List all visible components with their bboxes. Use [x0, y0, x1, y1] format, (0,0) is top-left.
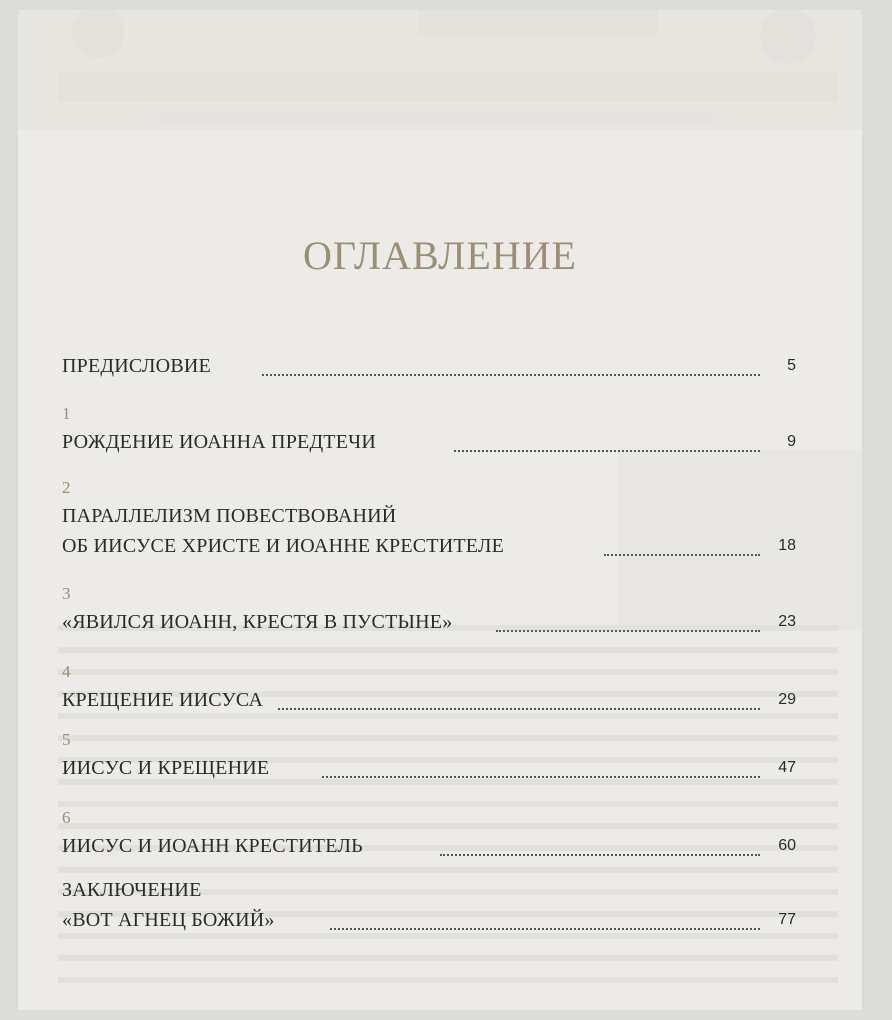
page-number: 29 [778, 691, 796, 708]
page-number: 60 [778, 837, 796, 854]
chapter-number: 3 [62, 584, 71, 603]
dot-leader [454, 450, 760, 452]
dot-leader [604, 554, 760, 556]
dot-leader [262, 374, 760, 376]
entry-title-line-1: ЗАКЛЮЧЕНИЕ [62, 879, 202, 901]
page-number: 18 [778, 537, 796, 554]
page-number: 23 [778, 613, 796, 630]
entry-title: ИИСУС И ИОАНН КРЕСТИТЕЛЬ [62, 835, 363, 857]
page-number: 77 [778, 911, 796, 928]
toc-entry-chapter-2[interactable] [62, 476, 802, 568]
page-title: ОГЛАВЛЕНИЕ [303, 233, 577, 278]
toc-entry-chapter-4[interactable] [62, 660, 802, 720]
entry-title-line-1: ПАРАЛЛЕЛИЗМ ПОВЕСТВОВАНИЙ [62, 505, 397, 527]
chapter-number: 1 [62, 404, 71, 423]
chapter-number: 4 [62, 662, 71, 681]
toc-entry-chapter-5[interactable] [62, 728, 802, 788]
dot-leader [496, 630, 760, 632]
chapter-number: 2 [62, 478, 71, 497]
toc-entry-chapter-3[interactable] [62, 582, 802, 642]
toc-entry-chapter-1[interactable] [62, 402, 802, 462]
toc-entry-conclusion[interactable] [62, 876, 802, 936]
page-number: 5 [787, 357, 796, 374]
page-number: 47 [778, 759, 796, 776]
entry-title: ПРЕДИСЛОВИЕ [62, 355, 211, 377]
toc-entry-chapter-6[interactable] [62, 806, 802, 866]
dot-leader [330, 928, 760, 930]
chapter-number: 6 [62, 808, 71, 827]
page-number: 9 [787, 433, 796, 450]
entry-title: ИИСУС И КРЕЩЕНИЕ [62, 757, 270, 779]
dot-leader [322, 776, 760, 778]
entry-title: КРЕЩЕНИЕ ИИСУСА [62, 689, 264, 711]
chapter-number: 5 [62, 730, 71, 749]
entry-title: «ЯВИЛСЯ ИОАНН, КРЕСТЯ В ПУСТЫНЕ» [62, 611, 453, 633]
toc-entry-preface[interactable] [62, 344, 802, 384]
entry-title: РОЖДЕНИЕ ИОАННА ПРЕДТЕЧИ [62, 431, 376, 453]
dot-leader [440, 854, 760, 856]
dot-leader [278, 708, 760, 710]
entry-title-line-2: «ВОТ АГНЕЦ БОЖИЙ» [62, 909, 275, 931]
book-page [18, 10, 862, 1010]
entry-title-line-2: ОБ ИИСУСЕ ХРИСТЕ И ИОАННЕ КРЕСТИТЕЛЕ [62, 535, 505, 557]
